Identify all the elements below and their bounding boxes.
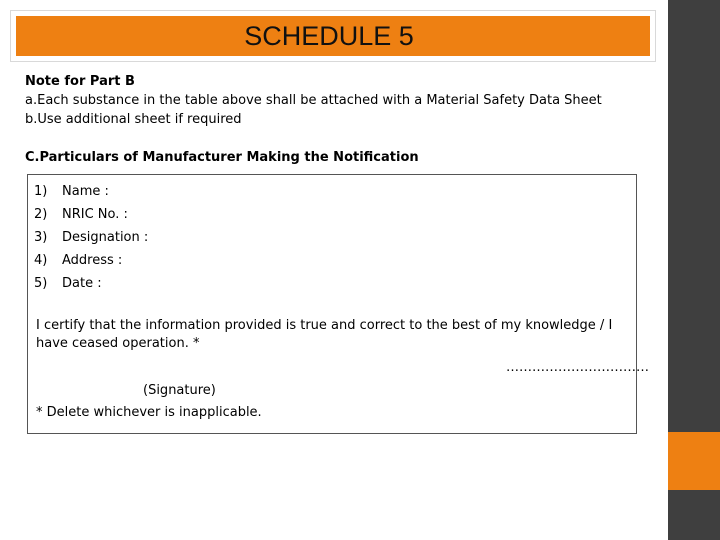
- list-item: [34, 226, 148, 249]
- section-c-heading: C.Particulars of Manufacturer Making the Notification: [25, 150, 419, 165]
- list-item-number: 4): [34, 253, 48, 268]
- right-sidebar-bar: [668, 0, 720, 540]
- footnote: * Delete whichever is inapplicable.: [36, 405, 262, 420]
- sidebar-accent-block: [668, 432, 720, 490]
- particulars-box: [27, 174, 649, 434]
- address-field-label: Address :: [62, 253, 123, 268]
- list-item-number: 5): [34, 276, 48, 291]
- certification-line-1: I certify that the information provided is true and correct to the best of my knowledge / I: [36, 318, 613, 333]
- name-field-label: Name :: [62, 184, 109, 199]
- note-line-a: a.Each substance in the table above shall be attached with a Material Safety Data Sheet: [25, 93, 602, 108]
- list-item-number: 3): [34, 230, 48, 245]
- designation-field-label: Designation :: [62, 230, 149, 245]
- list-item: [34, 272, 148, 295]
- certification-line-2: have ceased operation. *: [36, 336, 200, 351]
- signature-line: ……………………………: [506, 360, 649, 375]
- list-item: [34, 249, 148, 272]
- nric-field-label: NRIC No. :: [62, 207, 128, 222]
- notes-heading: Note for Part B: [25, 74, 135, 89]
- page-title: SCHEDULE 5: [244, 20, 414, 51]
- list-item-number: 1): [34, 184, 48, 199]
- title-banner: [10, 10, 656, 62]
- list-item-number: 2): [34, 207, 48, 222]
- particulars-list: [34, 180, 148, 295]
- signature-label: (Signature): [143, 383, 216, 398]
- note-line-b: b.Use additional sheet if required: [25, 112, 242, 127]
- title-background: [16, 16, 650, 56]
- date-field-label: Date :: [62, 276, 102, 291]
- list-item: [34, 203, 148, 226]
- list-item: [34, 180, 148, 203]
